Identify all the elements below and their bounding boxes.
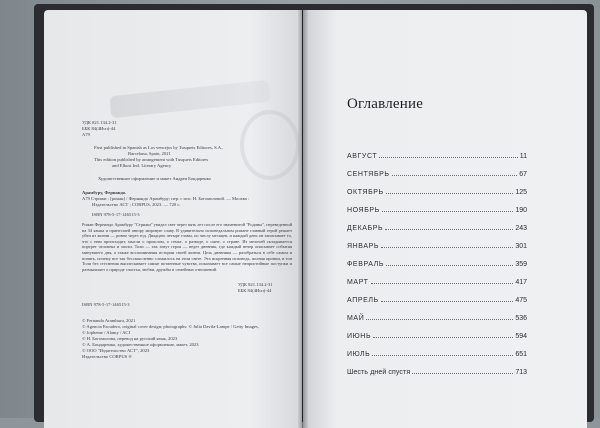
first-published-line-1: First published in Spanish as Los vencejos by Tusquets Editores, S.A.,: [94, 145, 224, 150]
toc-entry-page: 359: [515, 261, 527, 268]
first-published-line-2: Barcelona, Spain, 2021: [128, 151, 171, 156]
toc-entry-label: МАЙ: [347, 315, 365, 322]
toc-leader-dots: [385, 228, 513, 230]
toc-entry-page: 190: [515, 207, 527, 214]
isbn-top: ISBN 978-5-17-146515-3: [92, 212, 140, 217]
toc-leader-dots: [373, 336, 513, 338]
toc-entry-label: Шесть дней спустя: [347, 369, 411, 376]
toc-entry-page: 11: [519, 153, 527, 160]
toc-leader-dots: [381, 300, 514, 302]
copyright-line-2: © Agencia Escudero, original cover design; photographs: © Julia Davila-Lampe / Getty Images,: [82, 324, 259, 329]
toc-entry: [347, 257, 527, 268]
catalog-line-1: А79 Стрижи : [роман] / Фернандо Арамбуру; пер. с исп. Н. Богомоловой. — Москва :: [82, 196, 250, 201]
toc-leader-dots: [382, 210, 513, 212]
isbn-bottom: ISBN 978-5-17-146515-3: [82, 302, 130, 307]
toc-leader-dots: [381, 246, 513, 248]
toc-entry-label: ИЮЛЬ: [347, 351, 371, 358]
toc-entry-page: 651: [515, 351, 527, 358]
copyright-line-3: © Jopheme / Alamy / ACI: [82, 330, 131, 335]
toc-entry: [347, 185, 527, 196]
toc-entry-page: 67: [519, 171, 527, 178]
annotation-paragraph: Роман Фернандо Арамбуру "Стрижи" увидел свет через пять лет после его знаменитой "Родины", переведенной на 34 языка и принесшей автору мировую славу. В удивительно исповедальном романе главный герой решает уйти из жизни — ровно через год. Двадцать четыре главы, по числу месяцев, и каждый день он записывает то, что с ним происходит, мысли о прошлом, о семье, о разводе, о сыне, о стране. Из мелочей складывается портрет человека и эпохи. Толи — так зовут героя — ведет дневник, где каждый вечер описывает события минувшего дня, а также воспоминания истории своей жизни. Цель дневника — разобраться в себе самом и понять, почему все так бессмысленно сложилось на этом свете. Эта искренняя исповедь, полная иронии, в тон Толи без стеснения выплескивает самые потаенные чувства, показывает все самые непристойные поступки и размышляет о природе счастья, любви, дружбы и семейных отношений.: [82, 222, 293, 272]
toc-leader-dots: [386, 264, 513, 266]
copyright-line-6: © ООО "Издательство АСТ", 2023: [82, 348, 150, 353]
toc-leader-dots: [392, 174, 518, 176]
design-credit: Художественное оформление и макет Андрея Бондаренко: [98, 176, 211, 181]
toc-leader-dots: [366, 318, 513, 320]
first-published-line-3: This edition published by arrangement with Tusquets Editores: [94, 157, 209, 162]
udk-code-bottom: УДК 821.134.2-31: [238, 282, 273, 287]
toc-leader-dots: [379, 156, 517, 158]
toc-leader-dots: [386, 192, 514, 194]
toc-entry: [347, 275, 527, 286]
toc-entry-label: ЯНВАРЬ: [347, 243, 380, 250]
toc-entry-label: АВГУСТ: [347, 153, 378, 160]
toc-entry-label: ДЕКАБРЬ: [347, 225, 384, 232]
bbk-code: ББК 84(4Исп)-44: [82, 126, 116, 131]
toc-leader-dots: [412, 372, 513, 374]
toc-entry: [347, 311, 527, 322]
toc-entry-label: МАРТ: [347, 279, 369, 286]
book-gutter: [298, 10, 308, 428]
toc-leader-dots: [372, 354, 513, 356]
toc-entry-label: ФЕВРАЛЬ: [347, 261, 385, 268]
toc-entry-page: 536: [515, 315, 527, 322]
toc-entry: [347, 347, 527, 358]
author-sign: А79: [82, 132, 90, 137]
toc-entry: [347, 221, 527, 232]
toc-title: Оглавление: [347, 96, 424, 112]
toc-entry: [347, 149, 527, 160]
toc-entry-label: ОКТЯБРЬ: [347, 189, 384, 196]
toc-entry-page: 301: [515, 243, 527, 250]
show-through-circle-ghost: [240, 110, 300, 180]
udk-code: УДК 821.134.2-31: [82, 120, 117, 125]
toc-entry-page: 125: [515, 189, 527, 196]
bbk-code-bottom: ББК 84(4Исп)-44: [238, 288, 272, 293]
copyright-line-5: © А. Бондаренко, художественное оформление, макет, 2023: [82, 342, 199, 347]
toc-entry-label: СЕНТЯБРЬ: [347, 171, 390, 178]
toc-entry: [347, 293, 527, 304]
toc-entry-page: 475: [515, 297, 527, 304]
copyright-line-4: © Н. Богомолова, перевод на русский язык, 2023: [82, 336, 178, 341]
catalog-line-2: Издательство АСТ ; CORPUS, 2023. — 720 с.: [92, 202, 181, 207]
toc-entry-label: АПРЕЛЬ: [347, 297, 379, 304]
toc-entry: [347, 167, 527, 178]
toc-entry-label: ИЮНЬ: [347, 333, 372, 340]
first-published-line-4: and Elkost Intl. Literary Agency: [112, 163, 172, 168]
copyright-line-7: Издательство CORPUS ®: [82, 354, 132, 359]
toc-entry-label: НОЯБРЬ: [347, 207, 380, 214]
copyright-line-1: © Fernando Aramburu, 2021: [82, 318, 136, 323]
toc-entry-page: 713: [515, 369, 527, 376]
toc-entry-page: 243: [515, 225, 527, 232]
toc-entry-page: 417: [515, 279, 527, 286]
toc-entry: [347, 329, 527, 340]
toc-entry-page: 594: [515, 333, 527, 340]
left-page: [44, 10, 302, 428]
toc-leader-dots: [371, 282, 514, 284]
toc-entry: [347, 203, 527, 214]
author-heading: Арамбуру, Фернандо.: [82, 190, 127, 195]
toc-entry: [347, 239, 527, 250]
toc-entry: [347, 365, 527, 376]
